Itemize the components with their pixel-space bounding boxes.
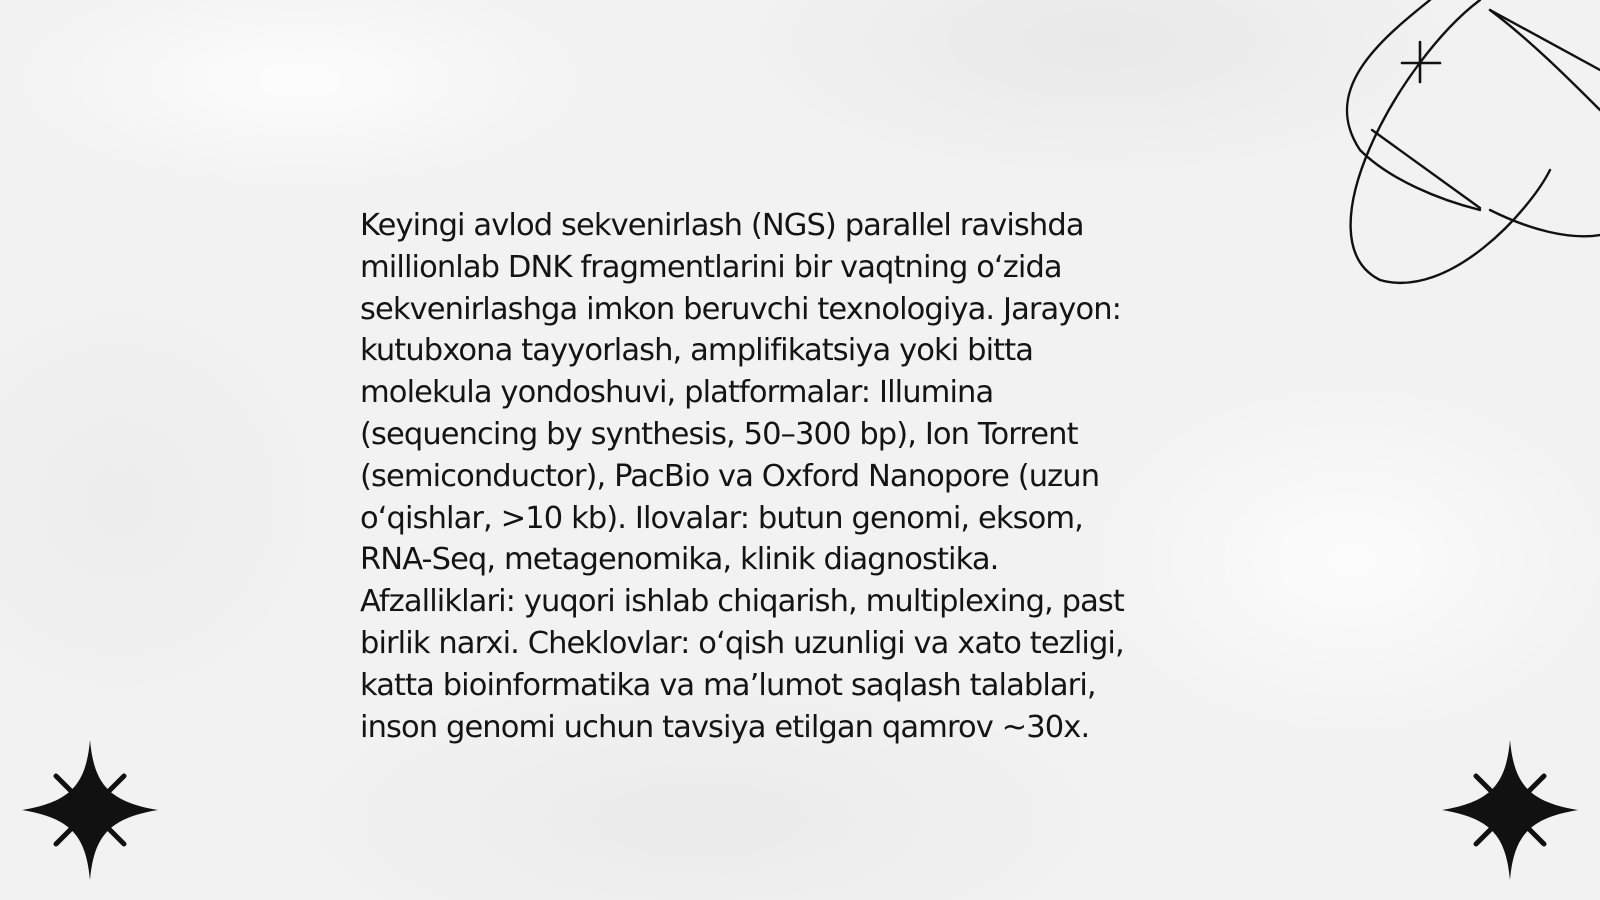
orbit-lines-icon [1340,0,1600,290]
slide-body-text: Keyingi avlod sekvenirlash (NGS) parallel ravishda millionlab DNK fragmentlarini bir vaqtning o‘zida sekvenirlashga imkon beruvchi texnologiya. Jarayon: kutubxona tayyorlash, amplifikatsiya yoki bitta molekula yondoshuvi, platformalar: Illumina (sequencing by synthesis, 50–300 bp), Ion Torrent (semiconductor), PacBio va Oxford Nanopore (uzun o‘qishlar, >10 kb). Ilovalar: butun genomi, eksom, RNA-Seq, metagenomika, klinik diagnostika. Afzalliklari: yuqori ishlab chiqarish, multiplexing, past birlik narxi. Cheklovlar: o‘qish uzunligi va xato tezligi, katta bioinformatika va ma’lumot saqlash talablari, inson genomi uchun tavsiya etilgan qamrov ~30x. [360,208,1124,745]
sparkle-plus-icon [1402,42,1440,82]
four-point-star-icon [1440,740,1580,880]
four-point-star-icon [20,740,160,880]
